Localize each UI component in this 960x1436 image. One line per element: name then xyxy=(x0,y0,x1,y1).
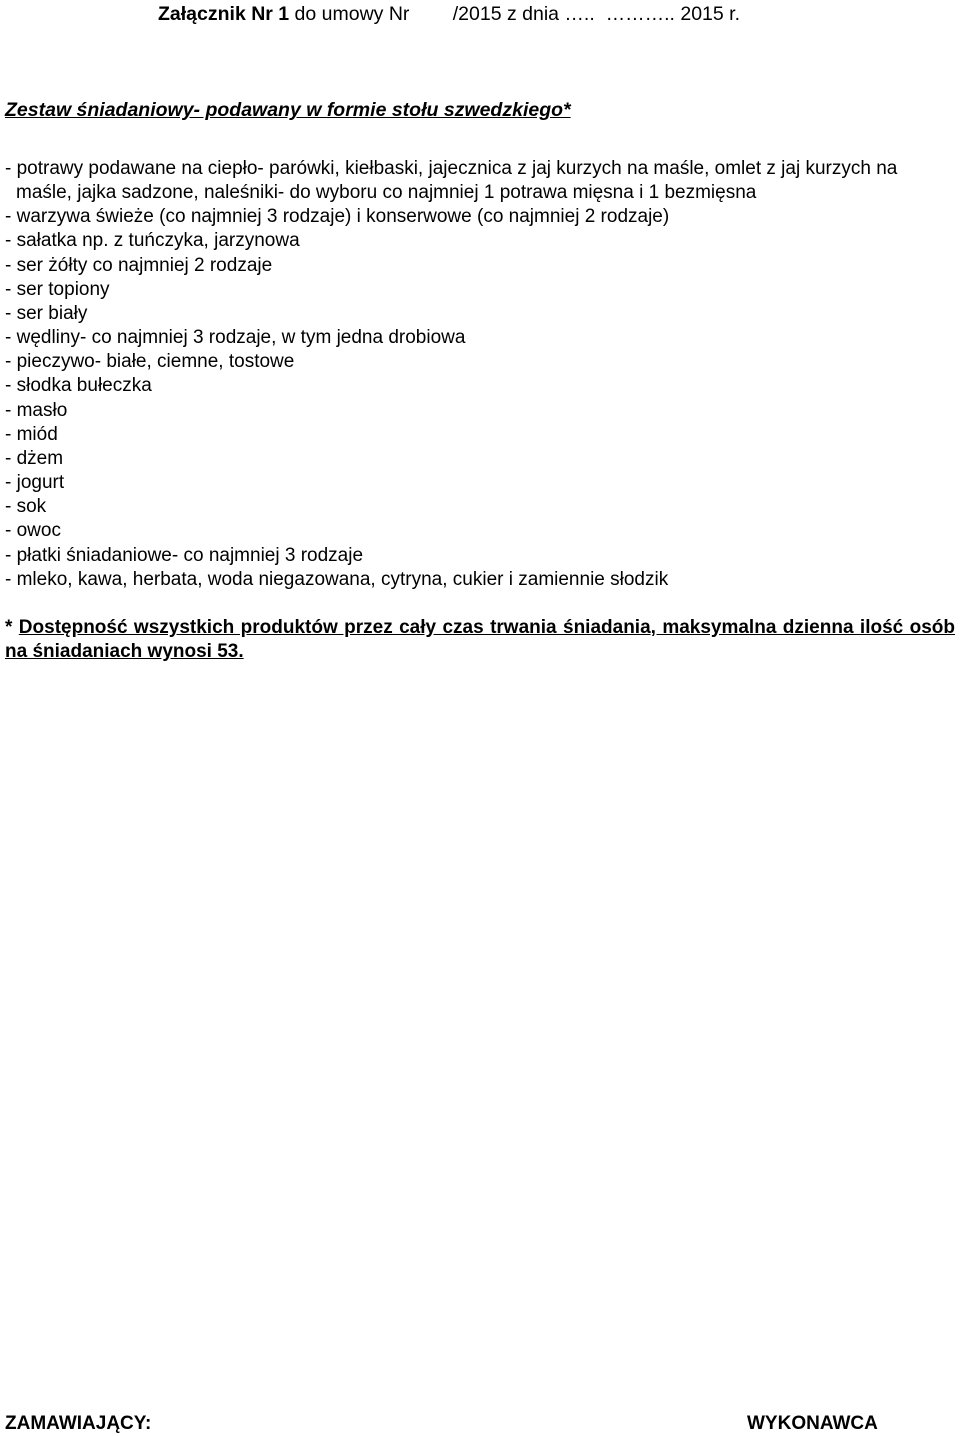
breakfast-items-list xyxy=(5,157,950,592)
list-item: - mleko, kawa, herbata, woda niegazowana, cytryna, cukier i zamiennie słodzik xyxy=(5,568,669,590)
list-item: - ser biały xyxy=(5,302,88,324)
list-item: - jogurt xyxy=(5,472,65,494)
list-item: - sok xyxy=(5,496,47,518)
list-item: - ser topiony xyxy=(5,278,110,300)
list-item: - masło xyxy=(5,399,68,421)
footnote-marker: * xyxy=(5,617,19,638)
list-item: - warzywa świeże (co najmniej 3 rodzaje) i konserwowe (co najmniej 2 rodzaje) xyxy=(5,206,670,228)
list-item: - owoc xyxy=(5,520,61,542)
list-item: - ser żółty co najmniej 2 rodzaje xyxy=(5,254,273,276)
footnote xyxy=(5,616,955,664)
footnote-text: Dostępność wszystkich produktów przez cały czas trwania śniadania, maksymalna dzienna ilość osób na śniadaniach wynosi 53. xyxy=(5,617,955,662)
page-title: Zestaw śniadaniowy- podawany w formie stołu szwedzkiego* xyxy=(5,99,571,121)
list-item: - słodka bułeczka xyxy=(5,375,152,397)
agreement-reference: do umowy Nr /2015 z dnia ….. ……….. 2015 r. xyxy=(289,3,740,25)
list-item: - pieczywo- białe, ciemne, tostowe xyxy=(5,351,295,373)
list-item: - dżem xyxy=(5,447,64,469)
list-item: - miód xyxy=(5,423,58,445)
signature-contractor: WYKONAWCA xyxy=(747,1413,878,1434)
list-item: - płatki śniadaniowe- co najmniej 3 rodzaje xyxy=(5,544,364,566)
document-header xyxy=(158,2,740,26)
signature-orderer: ZAMAWIAJĄCY: xyxy=(5,1413,152,1434)
list-item: - sałatka np. z tuńczyka, jarzynowa xyxy=(5,230,300,252)
list-item: - potrawy podawane na ciepło- parówki, kiełbaski, jajecznica z jaj kurzych na maśle, omlet z jaj kurzych na maśle, jajka sadzone, naleśniki- do wyboru co najmniej 1 potrawa mięsna i 1 bezmięsna xyxy=(5,158,898,204)
list-item: - wędliny- co najmniej 3 rodzaje, w tym jedna drobiowa xyxy=(5,327,466,349)
attachment-label: Załącznik Nr 1 xyxy=(158,3,290,25)
